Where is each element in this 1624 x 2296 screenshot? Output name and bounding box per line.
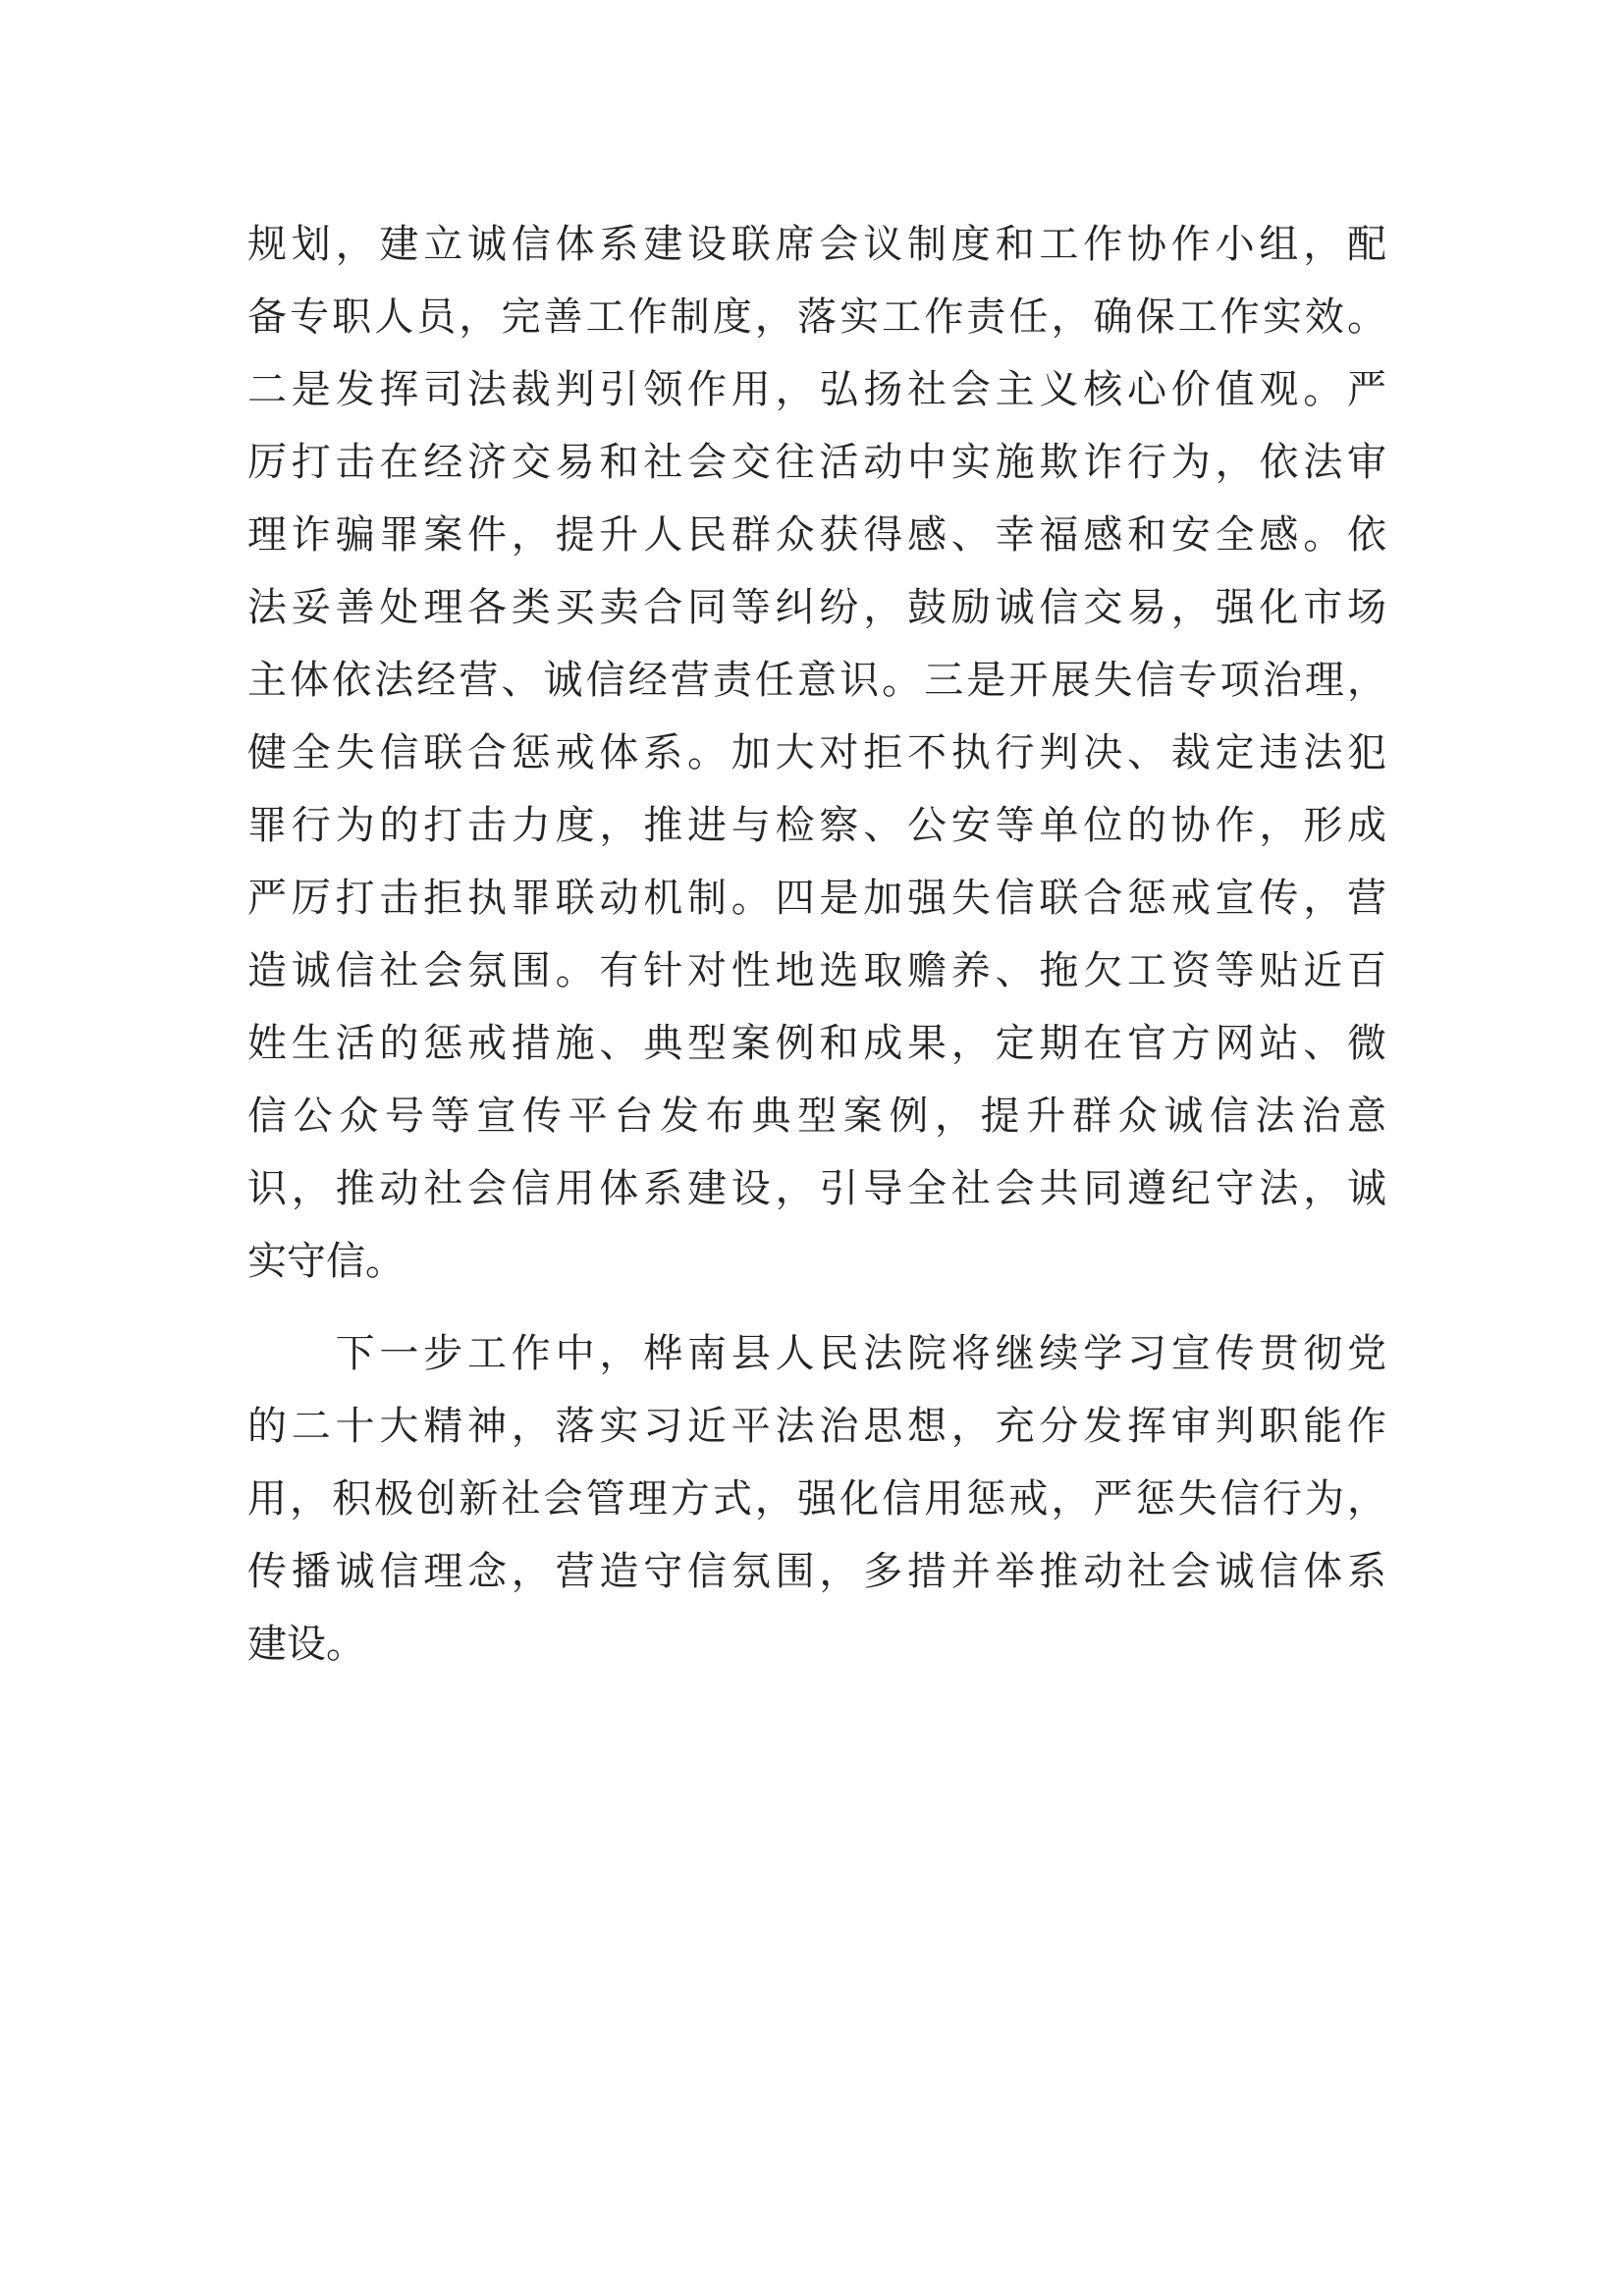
paragraph-line: 备专职人员，完善工作制度，落实工作责任，确保工作实效。: [247, 294, 1386, 340]
paragraph-line: 的二十大精神，落实习近平法治思想，充分发挥审判职能作: [247, 1404, 1386, 1449]
paragraph-line: 规划，建立诚信体系建设联席会议制度和工作协作小组，配: [247, 222, 1386, 267]
paragraph-line: 信公众号等宣传平台发布典型案例，提升群众诚信法治意: [247, 1094, 1386, 1139]
paragraph-2: [247, 1317, 1386, 1681]
paragraph-line: 建设。: [247, 1622, 365, 1667]
paragraph-line: 厉打击在经济交易和社会交往活动中实施欺诈行为，依法审: [247, 440, 1386, 485]
paragraph-line: 识，推动社会信用体系建设，引导全社会共同遵纪守法，诚: [247, 1166, 1386, 1211]
paragraph-line: 实守信。: [247, 1239, 405, 1284]
paragraph-line: 二是发挥司法裁判引领作用，弘扬社会主义核心价值观。严: [247, 367, 1386, 412]
paragraph-line: 罪行为的打击力度，推进与检察、公安等单位的协作，形成: [247, 803, 1386, 848]
paragraph-line: 用，积极创新社会管理方式，强化信用惩戒，严惩失信行为，: [247, 1476, 1386, 1522]
paragraph-line: 法妥善处理各类买卖合同等纠纷，鼓励诚信交易，强化市场: [247, 585, 1386, 630]
paragraph-line: 严厉打击拒执罪联动机制。四是加强失信联合惩戒宣传，营: [247, 876, 1386, 921]
paragraph-line: 传播诚信理念，营造守信氛围，多措并举推动社会诚信体系: [247, 1549, 1386, 1594]
paragraph-1: [247, 208, 1386, 1298]
paragraph-spacer: [247, 1298, 1386, 1317]
document-body: [247, 208, 1386, 1681]
paragraph-line: 理诈骗罪案件，提升人民群众获得感、幸福感和安全感。依: [247, 512, 1386, 558]
paragraph-line: 姓生活的惩戒措施、典型案例和成果，定期在官方网站、微: [247, 1021, 1386, 1066]
paragraph-line: 下一步工作中，桦南县人民法院将继续学习宣传贯彻党: [247, 1331, 1386, 1376]
paragraph-line: 造诚信社会氛围。有针对性地选取赡养、拖欠工资等贴近百: [247, 948, 1386, 993]
paragraph-line: 健全失信联合惩戒体系。加大对拒不执行判决、裁定违法犯: [247, 730, 1386, 775]
paragraph-line: 主体依法经营、诚信经营责任意识。三是开展失信专项治理，: [247, 658, 1386, 703]
